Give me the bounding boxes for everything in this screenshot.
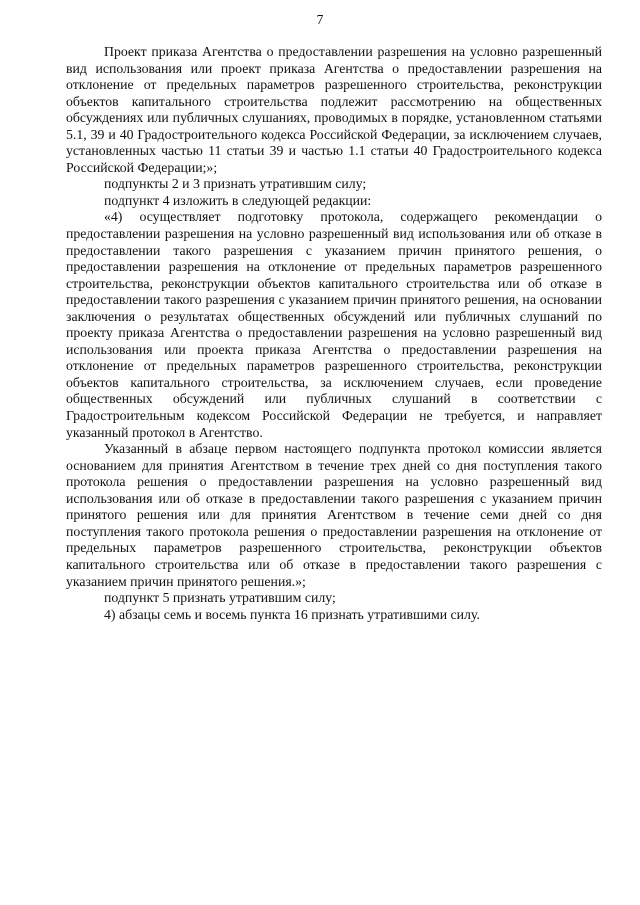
paragraph-subpoint-5-repealed: подпункт 5 признать утратившим силу; — [104, 590, 336, 606]
page-number: 7 — [316, 12, 324, 27]
paragraph-draft-order-review: Проект приказа Агентства о предоставлении разрешения на условно разрешенный вид использования или проект приказа Агентства о предоставлении разрешения на отклонение от предельных параметров разрешенного строительства, реконструкции объектов капитального строительства подлежит рассмотрению на общественных обсуждениях или публичных слушаниях, проводимых в порядке, установленном статьями 5.1, 39 и 40 Градостроительного кодекса Российской Федерации, за исключением случаев, установленных частью 11 статьи 39 и частью 1.1 статьи 40 Градостроительного кодекса Российской Федерации;»; — [66, 44, 602, 175]
paragraph-protocol-preparation: «4) осуществляет подготовку протокола, содержащего рекомендации о предоставлении разрешения на условно разрешенный вид использования или об отказе в предоставлении такого разрешения с указанием причин принятого решения, о предоставлении разрешения на отклонение от предельных параметров разрешенного строительства, реконструкции объектов капитального строительства или об отказе в предоставлении такого разрешения с указанием причин принятого решения, на основании заключения о результатах общественных обсуждений или публичных слушаний по проекту приказа Агентства о предоставлении разрешения на условно разрешенный вид использования или проекта приказа Агентства о предоставлении разрешения на отклонение от предельных параметров разрешенного строительства, реконструкции объектов капитального строительства, за исключением случаев, если проведение общественных обсуждений или публичных слушаний в соответствии с Градостроительным кодексом Российской Федерации не требуется, и направляет указанный протокол в Агентство. — [66, 209, 602, 440]
paragraph-subpoints-2-3-repealed: подпункты 2 и 3 признать утратившим силу; — [104, 176, 367, 192]
document-body — [66, 44, 602, 623]
paragraph-subpoint-4-new-wording: подпункт 4 изложить в следующей редакции: — [104, 192, 372, 208]
paragraph-point-16-paragraphs-repealed: 4) абзацы семь и восемь пункта 16 признать утратившими силу. — [104, 606, 480, 622]
paragraph-protocol-basis-for-decision: Указанный в абзаце первом настоящего подпункта протокол комиссии является основанием для принятия Агентством в течение трех дней со дня поступления такого протокола решения о предоставлении разрешения на условно разрешенный вид использования или об отказе в предоставлении такого разрешения с указанием причин принятого решения или для принятия Агентством в течение семи дней со дня поступления такого протокола решения о предоставлении разрешения на отклонение от предельных параметров разрешенного строительства, реконструкции объектов капитального строительства или об отказе в предоставлении такого разрешения с указанием причин принятого решения.»; — [66, 441, 602, 589]
